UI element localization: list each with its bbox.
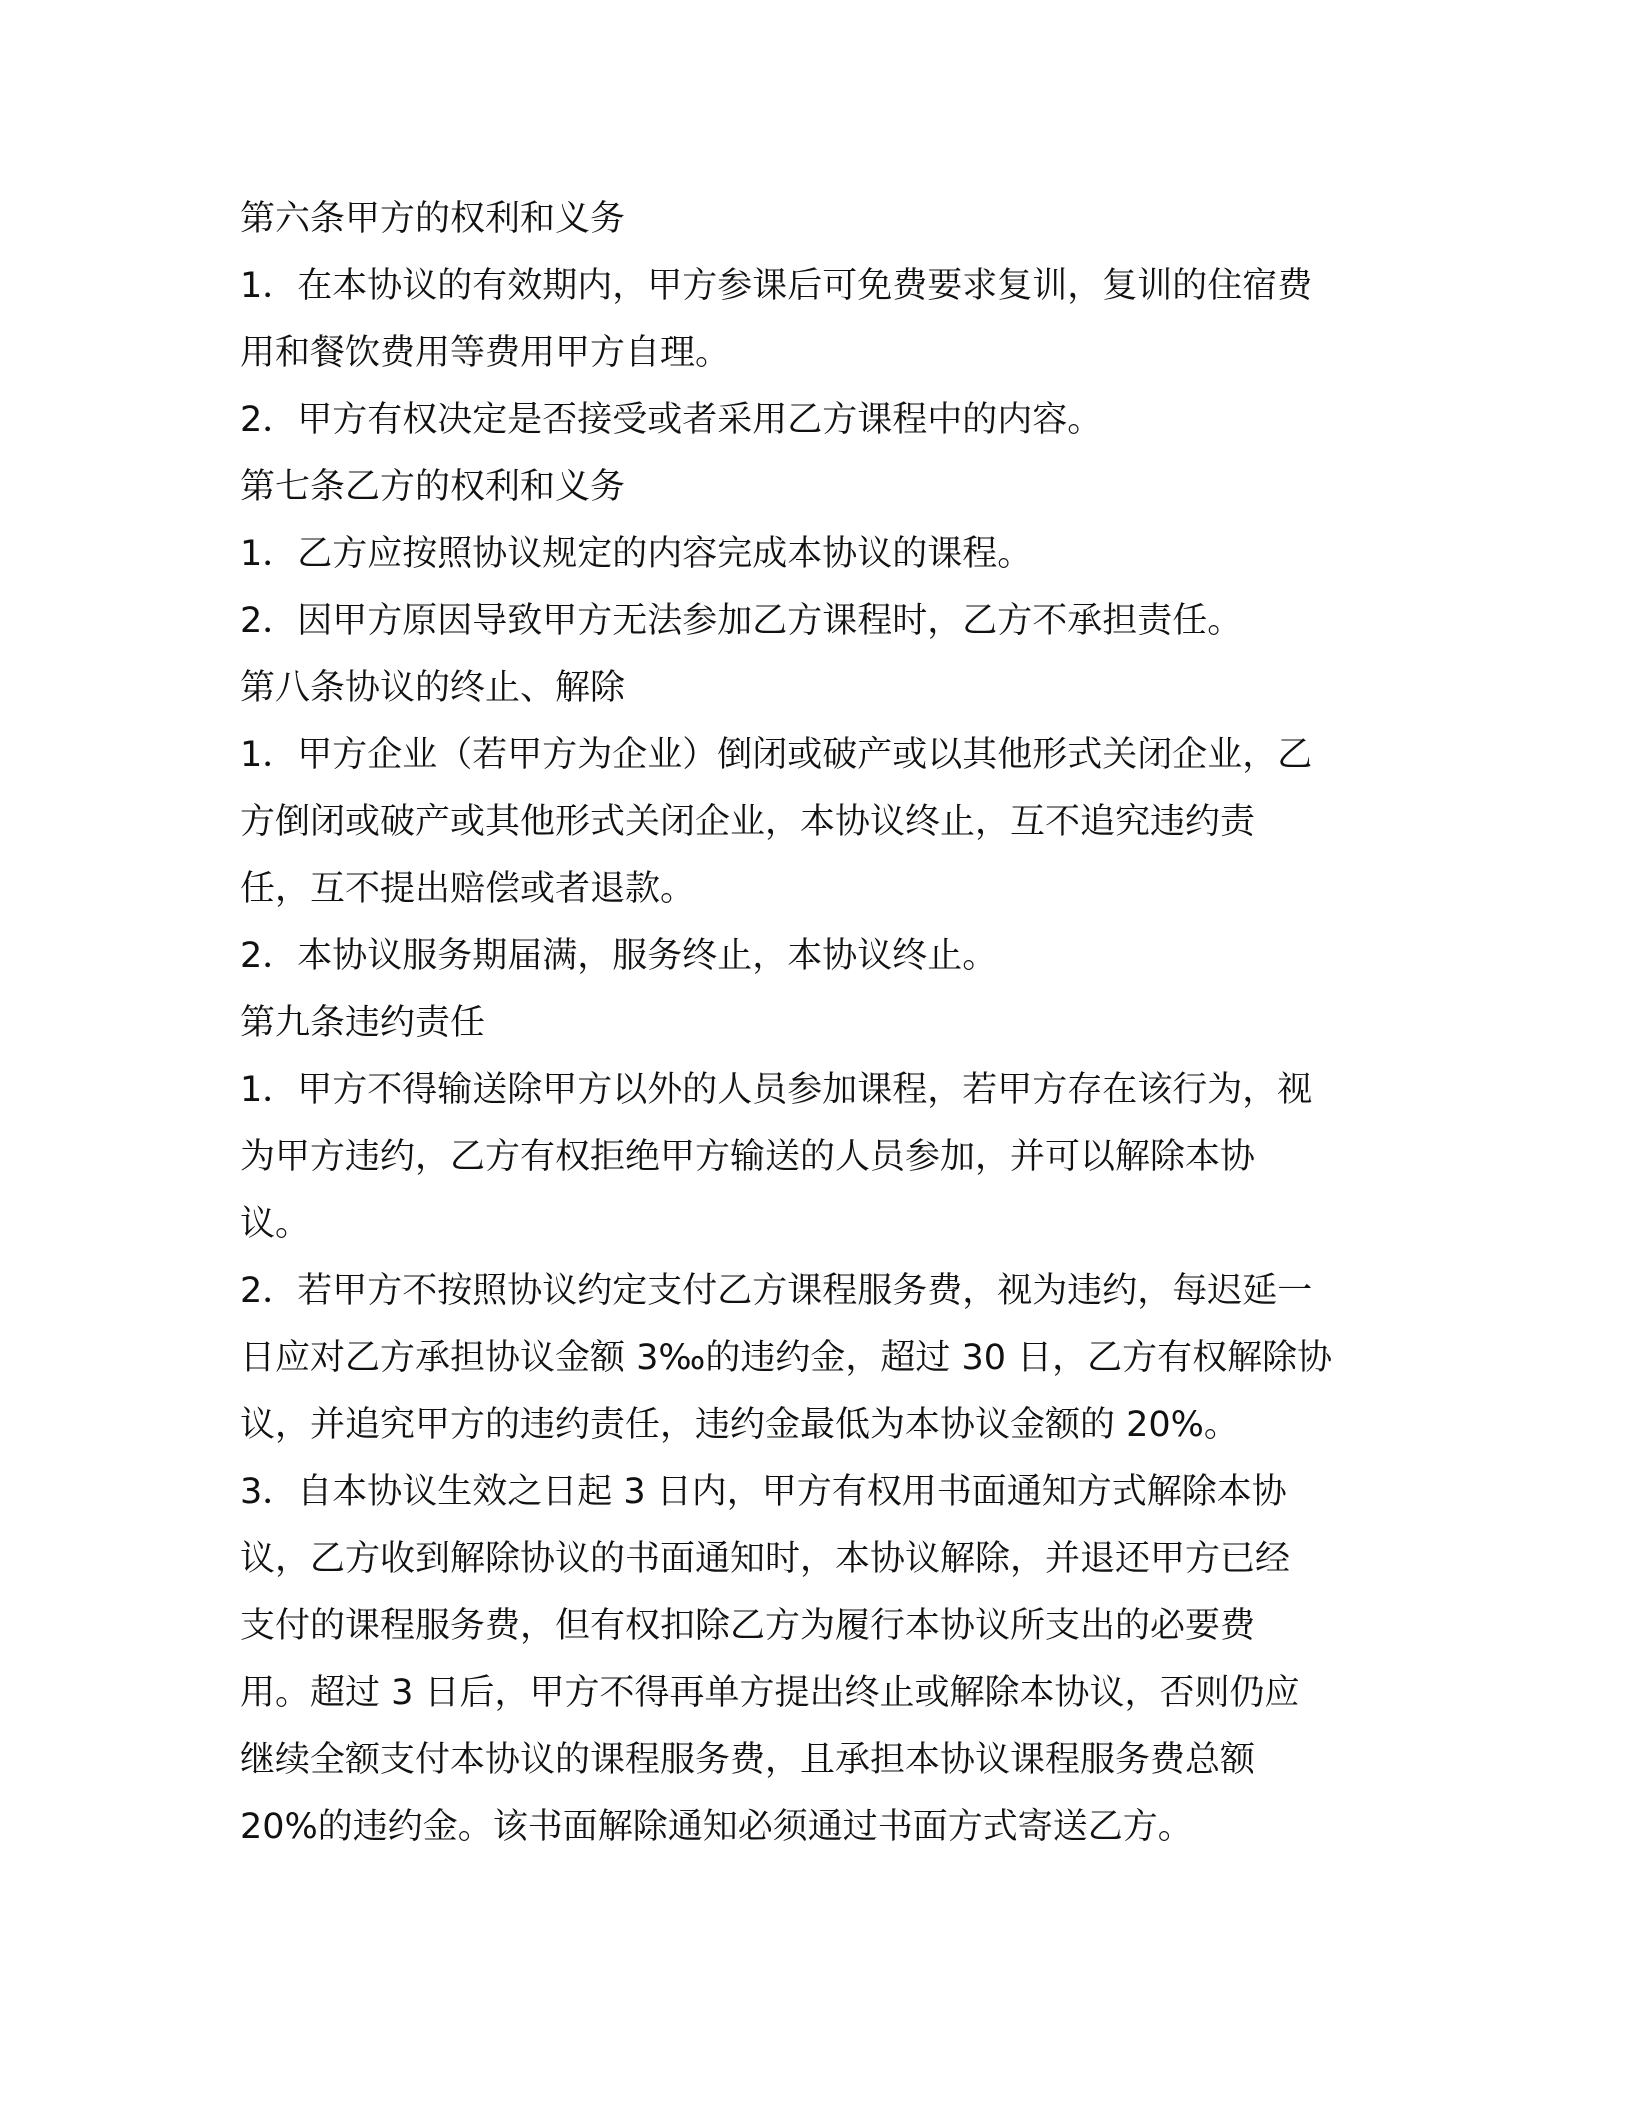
article-6-clause-1-line-1: 1．在本协议的有效期内，甲方参课后可免费要求复训，复训的住宿费 (240, 266, 1313, 306)
article-9-clause-1-line-3: 议。 (240, 1204, 311, 1244)
article-9-clause-3-line-4: 用。超过 3 日后，甲方不得再单方提出终止或解除本协议，否则仍应 (240, 1673, 1300, 1713)
article-9-clause-1-line-1: 1．甲方不得输送除甲方以外的人员参加课程，若甲方存在该行为，视 (240, 1070, 1313, 1110)
article-9-clause-3-line-1: 3．自本协议生效之日起 3 日内，甲方有权用书面通知方式解除本协 (240, 1472, 1287, 1512)
article-6-clause-2: 2．甲方有权决定是否接受或者采用乙方课程中的内容。 (240, 400, 1103, 440)
article-8-clause-2: 2．本协议服务期届满，服务终止，本协议终止。 (240, 936, 998, 976)
article-6-heading: 第六条甲方的权利和义务 (240, 199, 626, 239)
article-8-clause-1-line-1: 1．甲方企业（若甲方为企业）倒闭或破产或以其他形式关闭企业，乙 (240, 735, 1313, 775)
article-9-clause-2-line-1: 2．若甲方不按照协议约定支付乙方课程服务费，视为违约，每迟延一 (240, 1271, 1313, 1311)
article-6-clause-1-line-2: 用和餐饮费用等费用甲方自理。 (240, 333, 731, 373)
article-8-heading: 第八条协议的终止、解除 (240, 668, 626, 708)
article-8-clause-1-line-3: 任，互不提出赔偿或者退款。 (240, 869, 696, 909)
article-9-clause-3-line-2: 议，乙方收到解除协议的书面通知时，本协议解除，并退还甲方已经 (240, 1539, 1291, 1579)
article-7-heading: 第七条乙方的权利和义务 (240, 467, 626, 507)
article-9-clause-3-line-3: 支付的课程服务费，但有权扣除乙方为履行本协议所支出的必要费 (240, 1606, 1256, 1646)
article-9-heading: 第九条违约责任 (240, 1003, 486, 1043)
article-8-clause-1-line-2: 方倒闭或破产或其他形式关闭企业，本协议终止，互不追究违约责 (240, 802, 1256, 842)
article-9-clause-2-line-3: 议，并追究甲方的违约责任，违约金最低为本协议金额的 20%。 (240, 1405, 1239, 1445)
document-body (240, 186, 1390, 1861)
article-9-clause-2-line-2: 日应对乙方承担协议金额 3‰的违约金，超过 30 日，乙方有权解除协 (240, 1338, 1333, 1378)
article-7-clause-1: 1．乙方应按照协议规定的内容完成本协议的课程。 (240, 534, 1033, 574)
article-9-clause-3-line-6: 20%的违约金。该书面解除通知必须通过书面方式寄送乙方。 (240, 1807, 1193, 1847)
article-9-clause-3-line-5: 继续全额支付本协议的课程服务费，且承担本协议课程服务费总额 (240, 1740, 1256, 1780)
article-9-clause-1-line-2: 为甲方违约，乙方有权拒绝甲方输送的人员参加，并可以解除本协 (240, 1137, 1256, 1177)
article-7-clause-2: 2．因甲方原因导致甲方无法参加乙方课程时，乙方不承担责任。 (240, 601, 1243, 641)
